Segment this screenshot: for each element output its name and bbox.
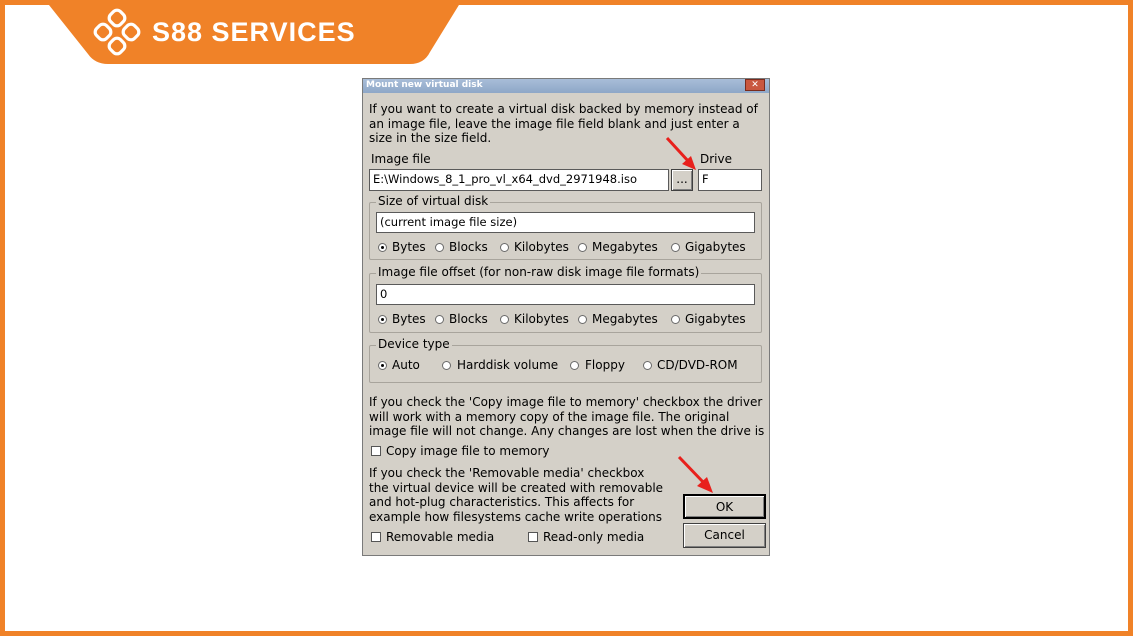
checkbox-icon[interactable] (528, 532, 538, 542)
arrow-to-drive-icon (660, 134, 700, 174)
radio-icon[interactable] (378, 361, 387, 370)
copy-to-memory-label: Copy image file to memory (386, 444, 550, 458)
size-group-legend: Size of virtual disk (378, 194, 489, 208)
size-unit-label: Megabytes (592, 240, 658, 254)
radio-icon[interactable] (500, 243, 509, 252)
radio-icon[interactable] (643, 361, 652, 370)
drive-input[interactable]: F (698, 169, 762, 191)
arrow-to-ok-icon (673, 453, 717, 497)
image-file-input[interactable]: E:\Windows_8_1_pro_vl_x64_dvd_2971948.iso (369, 169, 669, 191)
offset-unit-label: Gigabytes (685, 312, 746, 326)
size-unit-label: Bytes (392, 240, 426, 254)
brand-name: S88 SERVICES (152, 17, 356, 47)
dialog-titlebar (363, 79, 769, 93)
offset-unit-label: Bytes (392, 312, 426, 326)
size-unit-label: Kilobytes (514, 240, 569, 254)
device-option-label: Auto (392, 358, 420, 372)
radio-icon[interactable] (378, 243, 387, 252)
offset-input[interactable]: 0 (376, 284, 755, 305)
device-option-label: Floppy (585, 358, 625, 372)
checkbox-icon[interactable] (371, 446, 381, 456)
radio-icon[interactable] (671, 315, 680, 324)
offset-unit-label: Kilobytes (514, 312, 569, 326)
device-type-legend: Device type (378, 337, 450, 351)
radio-icon[interactable] (378, 315, 387, 324)
device-option-label: CD/DVD-ROM (657, 358, 738, 372)
browse-button[interactable]: ... (671, 169, 693, 191)
radio-icon[interactable] (671, 243, 680, 252)
ok-button[interactable]: OK (683, 494, 766, 519)
cancel-button[interactable]: Cancel (683, 523, 766, 548)
size-input[interactable]: (current image file size) (376, 212, 755, 233)
dialog-title: Mount new virtual disk (366, 80, 483, 90)
removable-info-text: If you check the 'Removable media' checkbox the virtual device will be created with removable and hot-plug characteristics. This affects for example how filesystems cache write operations (369, 466, 664, 524)
size-unit-label: Gigabytes (685, 240, 746, 254)
radio-icon[interactable] (578, 315, 587, 324)
device-option-label: Harddisk volume (457, 358, 559, 372)
radio-icon[interactable] (435, 315, 444, 324)
radio-icon[interactable] (435, 243, 444, 252)
radio-icon[interactable] (442, 361, 451, 370)
offset-unit-label: Blocks (449, 312, 488, 326)
read-only-media-label: Read-only media (543, 530, 645, 544)
size-unit-label: Blocks (449, 240, 488, 254)
offset-group-legend: Image file offset (for non-raw disk image file formats) (378, 265, 700, 279)
intro-text: If you want to create a virtual disk backed by memory instead of an image file, leave the image file field blank and just enter a size in the size field. (369, 102, 758, 145)
close-button[interactable]: ✕ (745, 79, 765, 91)
offset-unit-label: Megabytes (592, 312, 658, 326)
image-file-label: Image file (371, 152, 431, 166)
copy-info-text: If you check the 'Copy image file to memory' checkbox the driver will work with a memory copy of the image file. The original image file will not change. Any changes are lost when the drive is (369, 395, 765, 438)
drive-label: Drive (700, 152, 732, 166)
checkbox-icon[interactable] (371, 532, 381, 542)
removable-media-label: Removable media (386, 530, 495, 544)
radio-icon[interactable] (570, 361, 579, 370)
radio-icon[interactable] (578, 243, 587, 252)
brand-logo-icon (90, 8, 146, 58)
radio-icon[interactable] (500, 315, 509, 324)
